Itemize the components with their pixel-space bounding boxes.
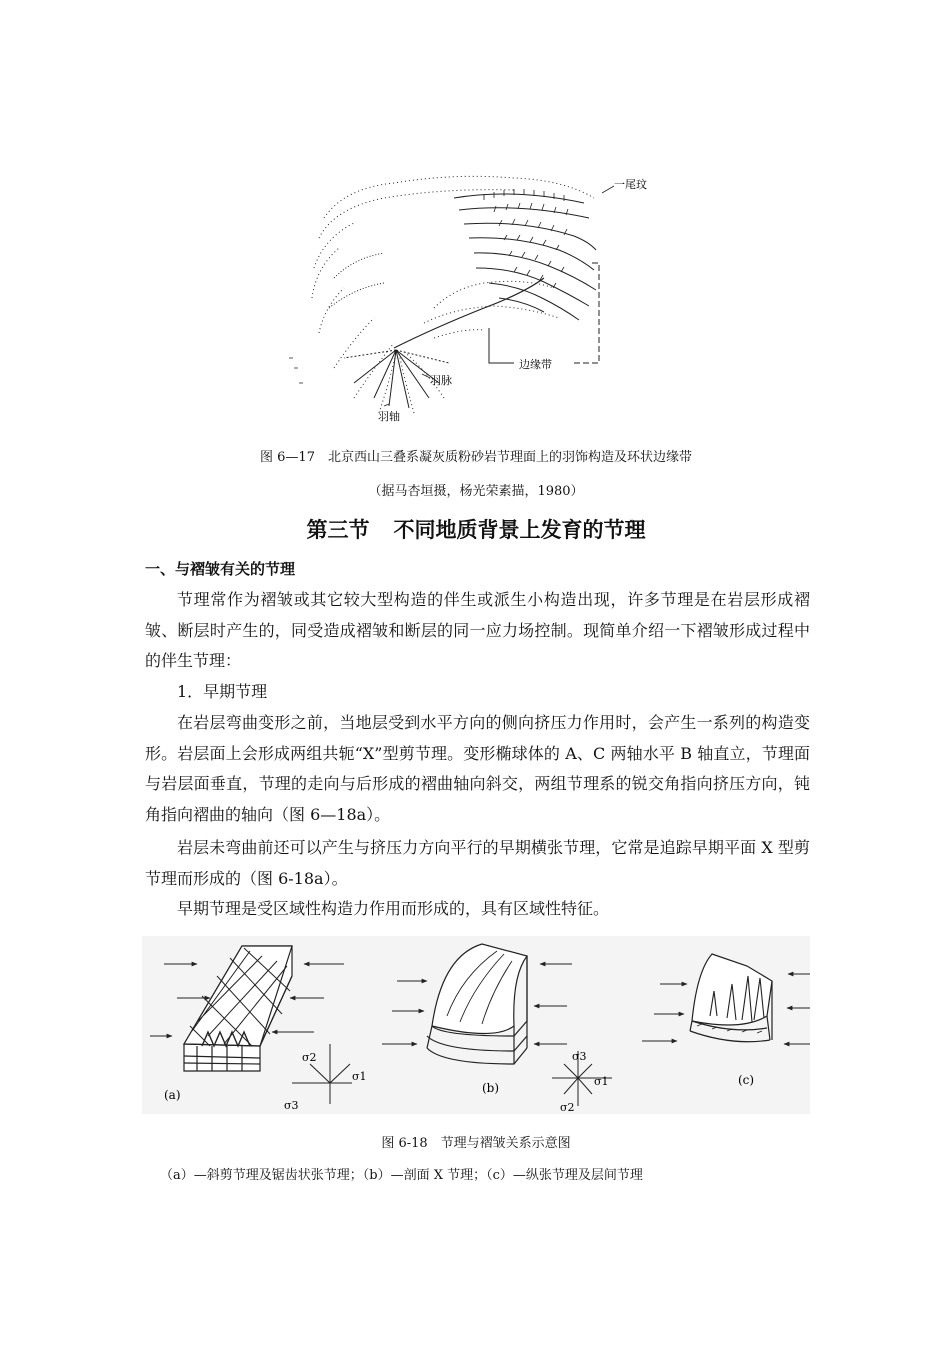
figure-6-17-plumose-sketch	[284, 158, 660, 428]
label-edge-zone: 边缘带	[519, 358, 552, 371]
panel-c-label: (c)	[738, 1073, 755, 1087]
panel-b-label: (b)	[482, 1081, 500, 1095]
section-number: 第三节	[306, 517, 370, 542]
paragraph-2-heading: 1．早期节理	[177, 682, 268, 701]
panel-a-sigma-bottom: σ3	[284, 1099, 299, 1112]
figure-6-18-legend: （a）—斜剪节理及锯齿状张节理；（b）—剖面 X 节理；（c）—纵张节理及层间节理	[160, 1168, 643, 1183]
paragraph-5: 早期节理是受区域性构造力作用而形成的，具有区域性特征。	[177, 899, 610, 918]
section-title	[0, 514, 952, 544]
label-edge-ridge: 一尾玟	[614, 178, 647, 191]
panel-b-sigma-bottom: σ2	[560, 1101, 575, 1114]
panel-a-sigma-top: σ2	[302, 1051, 317, 1064]
figure-6-18-caption: 图 6-18 节理与褶皱关系示意图	[381, 1136, 571, 1151]
paragraph-3: 在岩层弯曲变形之前，当地层受到水平方向的侧向挤压力作用时，会产生一系列的构造变形。岩层面上会形成两组共轭“X”型剪节理。变形椭球体的 A、C 两轴水平 B 轴直立，节理面与岩层面垂直，节理的走向与后形成的褶曲轴向斜交，两组节理系的锐交角指向挤压方向，钝角指向褶曲的轴向（图 6—18a）。	[145, 713, 810, 824]
panel-a-sigma-right: σ1	[352, 1070, 367, 1083]
label-plume-ridge: 羽脉	[430, 374, 452, 387]
paragraph-4: 岩层未弯曲前还可以产生与挤压力方向平行的早期横张节理，它常是追踪早期平面 X 型剪节理而形成的（图 6-18a）。	[145, 838, 810, 888]
panel-b-sigma-right: σ1	[594, 1075, 609, 1088]
figure-6-17-caption: 图 6—17 北京西山三叠系凝灰质粉砂岩节理面上的羽饰构造及环状边缘带	[260, 450, 692, 465]
paragraph-1: 节理常作为褶皱或其它较大型构造的伴生或派生小构造出现，许多节理是在岩层形成褶皱、断层时产生的，同受造成褶皱和断层的同一应力场控制。现简单介绍一下褶皱形成过程中的伴生节理：	[145, 590, 810, 670]
panel-b-sigma-top: σ3	[572, 1050, 587, 1063]
label-plume-axis: 羽轴	[378, 410, 400, 423]
figure-6-17-source: （据马杏垣摄，杨光荣素描，1980）	[368, 484, 584, 499]
figure-6-18-diagram	[142, 936, 810, 1114]
subsection-title: 一、与褶皱有关的节理	[145, 560, 296, 578]
panel-a-label: (a)	[164, 1088, 181, 1102]
section-heading-text: 不同地质背景上发育的节理	[393, 517, 646, 542]
